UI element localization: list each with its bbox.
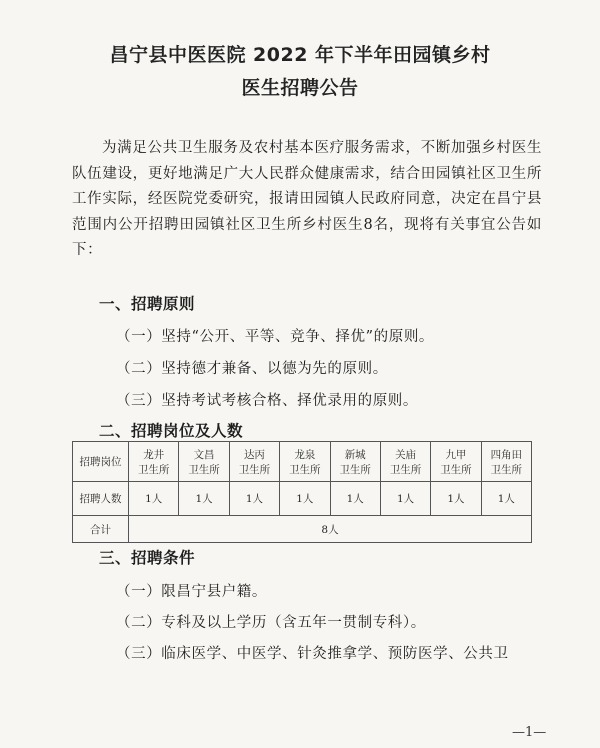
count-cell: 1人 xyxy=(330,482,380,516)
condition-item-2: （二）专科及以上学历（含五年一贯制专科）。 xyxy=(116,615,426,631)
page-number: —1— xyxy=(512,725,547,740)
count-cell: 1人 xyxy=(179,482,229,516)
post-suffix: 卫生所 xyxy=(188,463,220,476)
condition-item-3: （三）临床医学、中医学、针灸推拿学、预防医学、公共卫 xyxy=(116,646,509,662)
post-name: 九甲 xyxy=(445,448,467,461)
post-suffix: 卫生所 xyxy=(289,463,321,476)
row-header-count: 招聘人数 xyxy=(73,482,129,516)
title-line-2: 医生招聘公告 xyxy=(241,77,359,99)
post-name: 龙井 xyxy=(143,448,165,461)
post-cell xyxy=(330,442,380,482)
table-row xyxy=(73,442,532,482)
post-name: 龙泉 xyxy=(294,448,316,461)
row-header-post: 招聘岗位 xyxy=(73,442,129,482)
post-suffix: 卫生所 xyxy=(238,463,271,476)
post-cell xyxy=(179,442,229,482)
post-name: 四角田 xyxy=(490,448,523,461)
table-row xyxy=(73,516,532,543)
principle-item-2: （二）坚持德才兼备、以德为先的原则。 xyxy=(116,361,388,377)
post-suffix: 卫生所 xyxy=(490,463,523,476)
count-cell: 1人 xyxy=(380,482,430,516)
post-name: 新城 xyxy=(344,448,366,461)
principle-item-3: （三）坚持考试考核合格、择优录用的原则。 xyxy=(116,393,418,409)
count-cell: 1人 xyxy=(280,482,330,516)
section-heading-conditions: 三、招聘条件 xyxy=(99,549,196,567)
count-cell: 1人 xyxy=(481,482,531,516)
post-suffix: 卫生所 xyxy=(339,463,371,476)
section-heading-principles: 一、招聘原则 xyxy=(99,295,196,313)
post-name: 达丙 xyxy=(243,448,265,461)
principle-item-1: （一）坚持“公开、平等、竞争、择优”的原则。 xyxy=(116,329,435,345)
table-row xyxy=(73,482,532,516)
count-cell: 1人 xyxy=(229,482,279,516)
post-name: 文昌 xyxy=(193,448,215,461)
title-line-1: 昌宁县中医医院 2022 年下半年田园镇乡村 xyxy=(109,44,491,66)
post-cell xyxy=(129,442,179,482)
post-name: 关庙 xyxy=(395,448,417,461)
post-cell xyxy=(229,442,279,482)
post-suffix: 卫生所 xyxy=(137,463,170,476)
post-cell xyxy=(431,442,481,482)
post-suffix: 卫生所 xyxy=(389,463,422,476)
post-cell xyxy=(280,442,330,482)
intro-paragraph: 为满足公共卫生服务及农村基本医疗服务需求，不断加强乡村医生队伍建设，更好地满足广大人民群众健康需求，结合田园镇社区卫生所工作实际，经医院党委研究，报请田园镇人民政府同意，决定在昌宁县范围内公开招聘田园镇社区卫生所乡村医生8名，现将有关事宜公告如下： xyxy=(72,140,542,258)
count-cell: 1人 xyxy=(129,482,179,516)
total-value: 8人 xyxy=(129,516,532,543)
section-heading-positions: 二、招聘岗位及人数 xyxy=(99,422,244,440)
post-cell xyxy=(481,442,531,482)
count-cell: 1人 xyxy=(431,482,481,516)
positions-table xyxy=(72,441,532,543)
post-cell xyxy=(380,442,430,482)
total-label: 合计 xyxy=(73,516,129,543)
post-suffix: 卫生所 xyxy=(440,463,472,476)
condition-item-1: （一）限昌宁县户籍。 xyxy=(116,584,267,600)
